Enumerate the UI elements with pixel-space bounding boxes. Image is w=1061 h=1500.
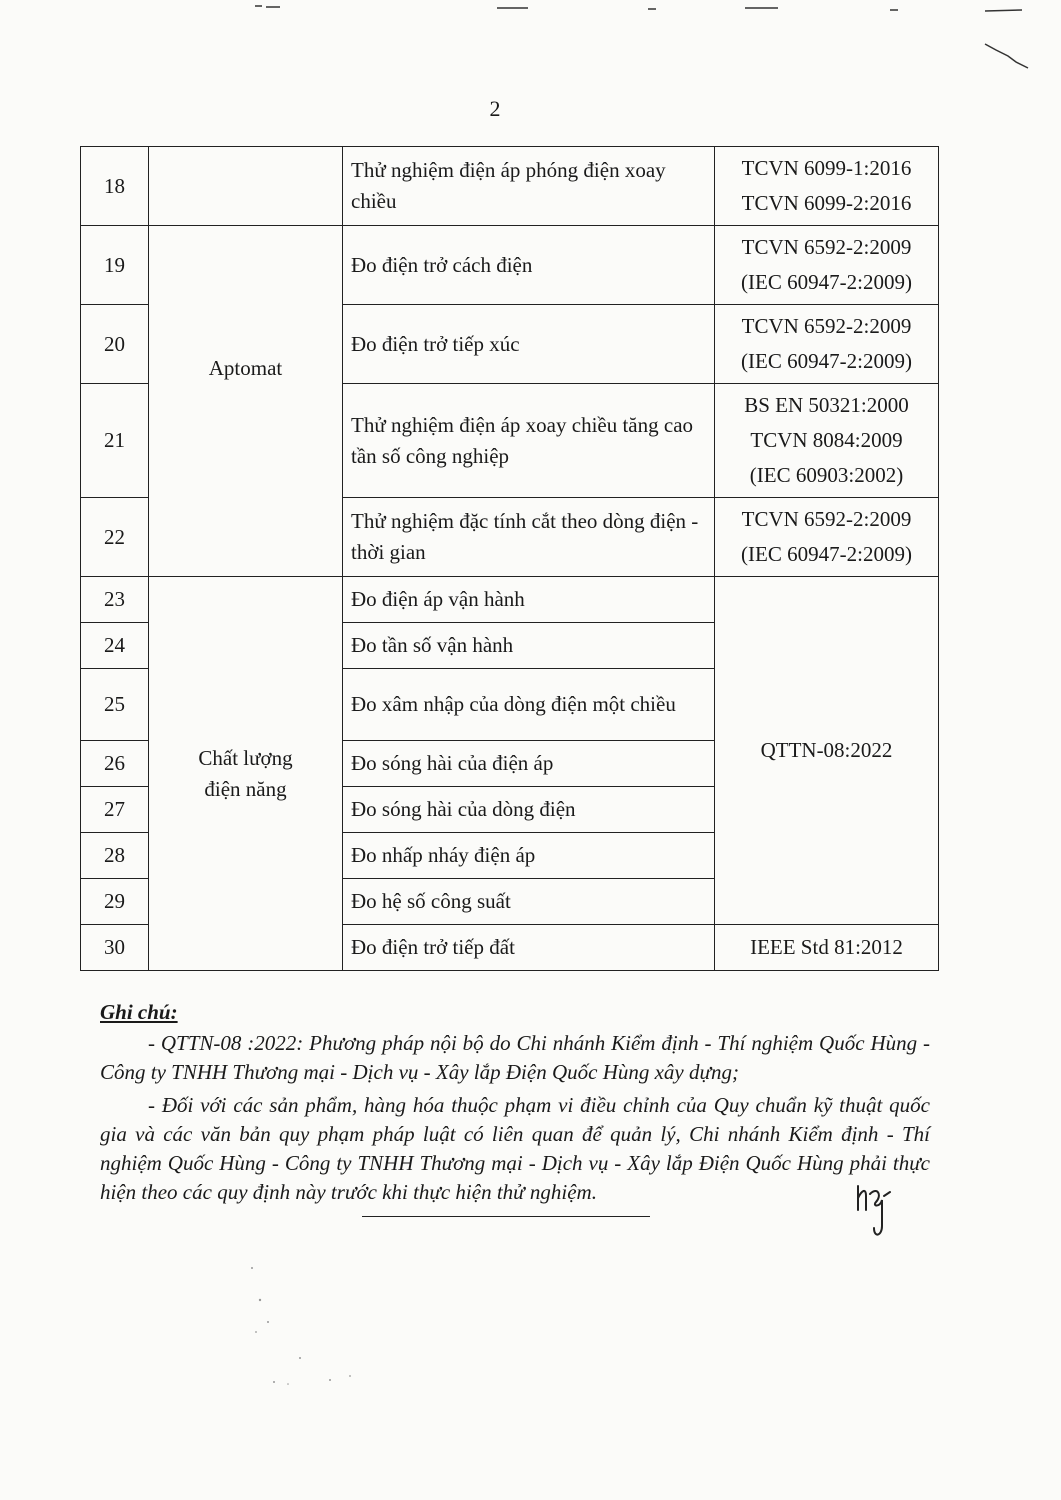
row-number: 23 [81,577,149,623]
test-name: Đo điện trở cách điện [343,226,715,305]
page-number: 2 [489,96,501,121]
table-row [81,577,939,623]
table-row [81,147,939,226]
row-number: 27 [81,787,149,833]
standard-line: (IEC 60947-2:2009) [741,349,912,373]
scan-artifacts [0,0,1061,80]
standard-line: TCVN 6099-1:2016 [741,156,912,180]
notes-section [100,998,930,1211]
standard-line: (IEC 60947-2:2009) [741,270,912,294]
standard-line: TCVN 6592-2:2009 [741,314,912,338]
test-name: Thử nghiệm điện áp xoay chiều tăng cao tần số công nghiệp [343,384,715,498]
standard-cell [715,305,939,384]
row-number: 18 [81,147,149,226]
test-name: Đo tần số vận hành [343,623,715,669]
notes-title: Ghi chú: [100,1000,178,1024]
standard-cell: IEEE Std 81:2012 [715,925,939,971]
test-name: Đo nhấp nháy điện áp [343,833,715,879]
row-number: 22 [81,498,149,577]
scan-specks [240,1260,400,1400]
row-number: 19 [81,226,149,305]
row-number: 24 [81,623,149,669]
standard-line: TCVN 6592-2:2009 [741,235,912,259]
standard-line: (IEC 60947-2:2009) [741,542,912,566]
test-name: Đo điện áp vận hành [343,577,715,623]
handwritten-initials-icon [852,1176,898,1242]
test-name: Thử nghiệm đặc tính cắt theo dòng điện - thời gian [343,498,715,577]
test-name: Đo sóng hài của dòng điện [343,787,715,833]
standard-line: TCVN 6099-2:2016 [741,191,912,215]
test-name: Đo hệ số công suất [343,879,715,925]
row-number: 25 [81,669,149,741]
standard-cell [715,498,939,577]
test-name: Đo xâm nhập của dòng điện một chiều [343,669,715,741]
row-number: 20 [81,305,149,384]
row-number: 26 [81,741,149,787]
test-name: Đo điện trở tiếp xúc [343,305,715,384]
note-item: - QTTN-08 :2022: Phương pháp nội bộ do Chi nhánh Kiểm định - Thí nghiệm Quốc Hùng - Công ty TNHH Thương mại - Dịch vụ - Xây lắp Điện Quốc Hùng xây dựng; [100,1031,930,1084]
test-standards-table [80,146,939,971]
note-item: - Đối với các sản phẩm, hàng hóa thuộc phạm vi điều chỉnh của Quy chuẩn kỹ thuật quốc gia và các văn bản quy phạm pháp luật có liên quan để quản lý, Chi nhánh Kiểm định - Thí nghiệm Quốc Hùng - Công ty TNHH Thương mại - Dịch vụ - Xây lắp Điện Quốc Hùng phải thực hiện theo các quy định này trước khi thực hiện thử nghiệm. [100,1093,930,1204]
row-number: 21 [81,384,149,498]
end-divider [362,1216,650,1217]
standard-cell-merged: QTTN-08:2022 [715,577,939,925]
standard-cell [715,384,939,498]
test-name: Đo điện trở tiếp đất [343,925,715,971]
standard-line: BS EN 50321:2000 [744,393,909,417]
standard-line: TCVN 8084:2009 [750,428,903,452]
test-name: Đo sóng hài của điện áp [343,741,715,787]
standard-cell [715,147,939,226]
table-row [81,226,939,305]
row-number: 29 [81,879,149,925]
item-aptomat: Aptomat [149,226,343,577]
standard-line: (IEC 60903:2002) [749,463,904,487]
item-power-quality: Chất lượng điện năng [149,577,343,971]
item-cell-empty [149,147,343,226]
test-name: Thử nghiệm điện áp phóng điện xoay chiều [343,147,715,226]
standard-cell [715,226,939,305]
row-number: 28 [81,833,149,879]
standard-line: TCVN 6592-2:2009 [741,507,912,531]
row-number: 30 [81,925,149,971]
